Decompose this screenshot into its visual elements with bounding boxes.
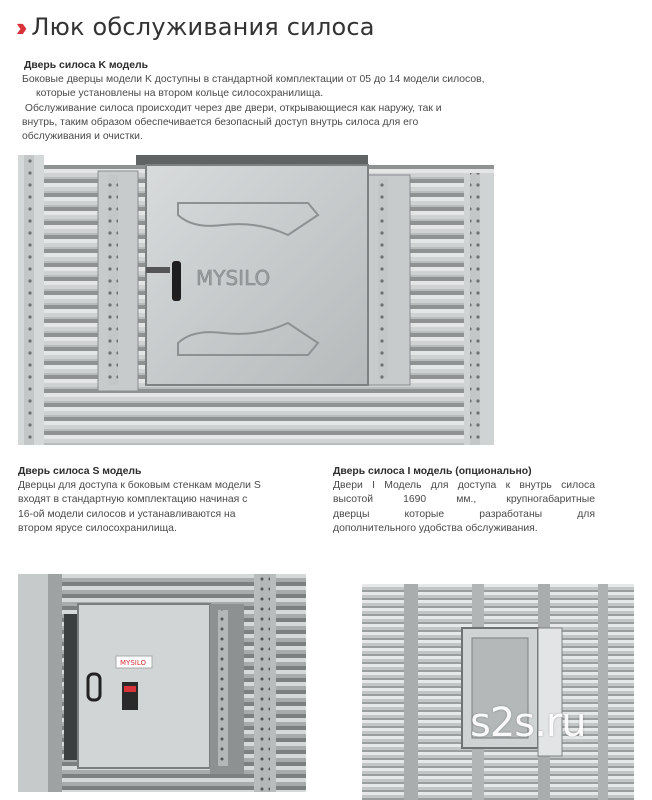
- photo-i-model-door: [362, 584, 634, 800]
- double-chevron-right-icon: ››: [16, 12, 22, 42]
- section-i-heading: Дверь силоса I модель (опционально): [333, 466, 532, 477]
- photo-k-brand: MYSILO: [196, 266, 271, 290]
- section-k-line: Боковые дверцы модели K доступны в стандартной комплектации от 05 до 14 модели силосов,: [22, 74, 485, 86]
- page-title: Люк обслуживания силоса: [31, 13, 375, 41]
- section-s-line: Дверцы для доступа к боковым стенкам модели S: [18, 480, 261, 492]
- page-title-row: [16, 10, 375, 44]
- photo-k-model-door: [18, 155, 494, 445]
- section-i-model: [333, 465, 595, 536]
- section-s-heading: Дверь силоса S модель: [18, 466, 142, 477]
- section-i-line: дверцы которые разработаны для: [333, 508, 595, 520]
- section-k-heading: Дверь силоса K модель: [24, 60, 148, 71]
- section-k-line: которые установлены на втором кольце силосохранилища.: [36, 88, 324, 100]
- section-s-line: 16-ой модели силосов и устанавливаются на: [18, 508, 236, 520]
- section-k-line: внутрь, таким образом обеспечивается безопасный доступ внутрь силоса для его: [22, 116, 419, 128]
- section-i-line: дополнительного удобства обслуживания.: [333, 522, 538, 534]
- section-k-model: [22, 59, 602, 144]
- section-s-line: втором ярусе силосохранилища.: [18, 522, 177, 534]
- section-k-line: обслуживания и очистки.: [22, 131, 143, 143]
- watermark: s2s.ru: [470, 700, 586, 746]
- photo-s-brand: MYSILO: [120, 659, 146, 667]
- section-i-line: Двери I Модель для доступа к внутрь силоса: [333, 480, 595, 492]
- photo-s-model-door: [18, 574, 306, 792]
- section-i-line: высотой 1690 мм., крупногабаритные: [333, 494, 595, 506]
- section-s-line: входят в стандартную комплектацию начиная с: [18, 494, 248, 506]
- section-s-model: [18, 465, 318, 536]
- section-k-line: Обслуживание силоса происходит через две двери, открывающиеся как наружу, так и: [22, 102, 442, 114]
